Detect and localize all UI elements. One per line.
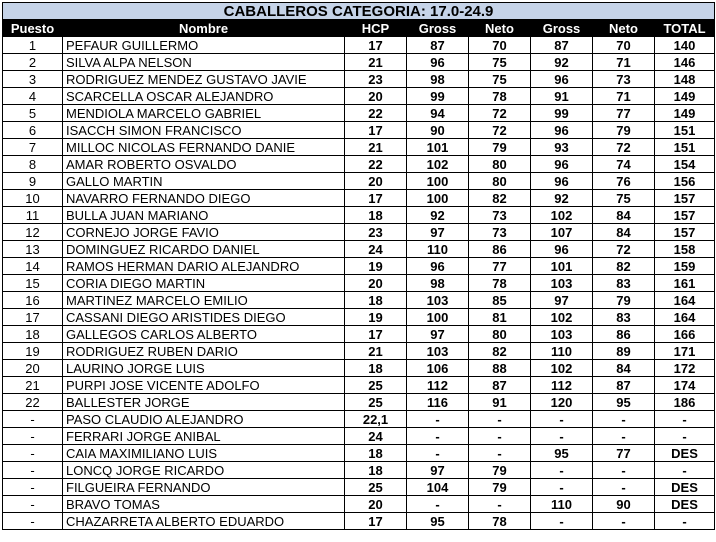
table-row (3, 37, 715, 54)
table-row (3, 496, 715, 513)
table-row (3, 190, 715, 207)
neto-1-cell: - (469, 428, 531, 445)
table-row (3, 360, 715, 377)
gross-2-cell: 95 (531, 445, 593, 462)
hcp-cell: 22,1 (345, 411, 407, 428)
table-row (3, 309, 715, 326)
position-cell: 15 (3, 275, 63, 292)
total-cell: 157 (655, 224, 715, 241)
table-row (3, 258, 715, 275)
gross-1-cell: 98 (407, 275, 469, 292)
position-cell: 4 (3, 88, 63, 105)
gross-1-cell: 96 (407, 258, 469, 275)
position-cell: 11 (3, 207, 63, 224)
hcp-cell: 18 (345, 207, 407, 224)
column-header-neto-2: Neto (593, 20, 655, 37)
name-cell: LAURINO JORGE LUIS (63, 360, 345, 377)
total-cell: 148 (655, 71, 715, 88)
name-cell: RAMOS HERMAN DARIO ALEJANDRO (63, 258, 345, 275)
table-row (3, 54, 715, 71)
name-cell: CORNEJO JORGE FAVIO (63, 224, 345, 241)
gross-1-cell: 95 (407, 513, 469, 530)
neto-2-cell: 83 (593, 309, 655, 326)
total-cell: 164 (655, 309, 715, 326)
column-header-gross-2: Gross (531, 20, 593, 37)
position-cell: 22 (3, 394, 63, 411)
total-cell: - (655, 462, 715, 479)
total-cell: 164 (655, 292, 715, 309)
position-cell: - (3, 513, 63, 530)
total-cell: 151 (655, 139, 715, 156)
position-cell: 13 (3, 241, 63, 258)
gross-2-cell: 87 (531, 37, 593, 54)
gross-1-cell: 100 (407, 190, 469, 207)
total-cell: 172 (655, 360, 715, 377)
neto-2-cell: - (593, 513, 655, 530)
gross-1-cell: 116 (407, 394, 469, 411)
gross-1-cell: 103 (407, 343, 469, 360)
neto-2-cell: 84 (593, 360, 655, 377)
name-cell: BRAVO TOMAS (63, 496, 345, 513)
gross-2-cell: 96 (531, 241, 593, 258)
neto-1-cell: 82 (469, 190, 531, 207)
gross-2-cell: 99 (531, 105, 593, 122)
neto-2-cell: 72 (593, 139, 655, 156)
hcp-cell: 22 (345, 156, 407, 173)
neto-2-cell: 86 (593, 326, 655, 343)
neto-2-cell: 77 (593, 105, 655, 122)
gross-1-cell: 87 (407, 37, 469, 54)
column-header-nombre: Nombre (63, 20, 345, 37)
neto-1-cell: 73 (469, 224, 531, 241)
gross-1-cell: 100 (407, 309, 469, 326)
gross-1-cell: 99 (407, 88, 469, 105)
gross-2-cell: 107 (531, 224, 593, 241)
gross-2-cell: 96 (531, 156, 593, 173)
table-row (3, 394, 715, 411)
column-header-total: TOTAL (655, 20, 715, 37)
neto-2-cell: - (593, 411, 655, 428)
table-row (3, 173, 715, 190)
table-row (3, 241, 715, 258)
gross-1-cell: 101 (407, 139, 469, 156)
hcp-cell: 20 (345, 173, 407, 190)
total-cell: 151 (655, 122, 715, 139)
position-cell: - (3, 428, 63, 445)
position-cell: 18 (3, 326, 63, 343)
gross-2-cell: 101 (531, 258, 593, 275)
gross-2-cell: - (531, 479, 593, 496)
name-cell: SILVA ALPA NELSON (63, 54, 345, 71)
position-cell: - (3, 445, 63, 462)
neto-2-cell: 77 (593, 445, 655, 462)
position-cell: - (3, 411, 63, 428)
neto-2-cell: - (593, 479, 655, 496)
neto-1-cell: 85 (469, 292, 531, 309)
gross-1-cell: 97 (407, 326, 469, 343)
table-title: CABALLEROS CATEGORIA: 17.0-24.9 (3, 3, 715, 20)
gross-2-cell: 91 (531, 88, 593, 105)
table-row (3, 326, 715, 343)
gross-2-cell: 93 (531, 139, 593, 156)
neto-2-cell: 75 (593, 190, 655, 207)
name-cell: DOMINGUEZ RICARDO DANIEL (63, 241, 345, 258)
gross-2-cell: 103 (531, 326, 593, 343)
name-cell: GALLEGOS CARLOS ALBERTO (63, 326, 345, 343)
table-row (3, 479, 715, 496)
neto-2-cell: 76 (593, 173, 655, 190)
gross-1-cell: - (407, 445, 469, 462)
gross-2-cell: 103 (531, 275, 593, 292)
total-cell: 149 (655, 105, 715, 122)
neto-1-cell: 80 (469, 326, 531, 343)
gross-2-cell: - (531, 428, 593, 445)
neto-2-cell: 79 (593, 292, 655, 309)
hcp-cell: 20 (345, 275, 407, 292)
gross-1-cell: 106 (407, 360, 469, 377)
name-cell: BALLESTER JORGE (63, 394, 345, 411)
column-header-neto-1: Neto (469, 20, 531, 37)
position-cell: 10 (3, 190, 63, 207)
neto-2-cell: 90 (593, 496, 655, 513)
total-cell: 154 (655, 156, 715, 173)
table-row (3, 292, 715, 309)
hcp-cell: 19 (345, 309, 407, 326)
neto-1-cell: 80 (469, 156, 531, 173)
position-cell: - (3, 462, 63, 479)
gross-1-cell: - (407, 411, 469, 428)
gross-2-cell: 102 (531, 309, 593, 326)
gross-2-cell: 110 (531, 496, 593, 513)
name-cell: NAVARRO FERNANDO DIEGO (63, 190, 345, 207)
neto-1-cell: - (469, 496, 531, 513)
hcp-cell: 18 (345, 445, 407, 462)
neto-1-cell: 72 (469, 105, 531, 122)
table-row (3, 88, 715, 105)
position-cell: 16 (3, 292, 63, 309)
name-cell: MARTINEZ MARCELO EMILIO (63, 292, 345, 309)
name-cell: CHAZARRETA ALBERTO EDUARDO (63, 513, 345, 530)
header-row (3, 20, 715, 37)
hcp-cell: 24 (345, 428, 407, 445)
name-cell: LONCQ JORGE RICARDO (63, 462, 345, 479)
name-cell: ISACCH SIMON FRANCISCO (63, 122, 345, 139)
name-cell: CORIA DIEGO MARTIN (63, 275, 345, 292)
hcp-cell: 25 (345, 479, 407, 496)
neto-2-cell: 71 (593, 88, 655, 105)
neto-1-cell: 91 (469, 394, 531, 411)
gross-1-cell: 100 (407, 173, 469, 190)
position-cell: 8 (3, 156, 63, 173)
neto-1-cell: 77 (469, 258, 531, 275)
neto-1-cell: 87 (469, 377, 531, 394)
position-cell: 19 (3, 343, 63, 360)
results-table (2, 2, 715, 530)
name-cell: RODRIGUEZ MENDEZ GUSTAVO JAVIE (63, 71, 345, 88)
neto-2-cell: 71 (593, 54, 655, 71)
position-cell: 12 (3, 224, 63, 241)
gross-1-cell: 90 (407, 122, 469, 139)
table-row (3, 343, 715, 360)
gross-2-cell: 110 (531, 343, 593, 360)
neto-1-cell: 75 (469, 54, 531, 71)
total-cell: 171 (655, 343, 715, 360)
gross-1-cell: 103 (407, 292, 469, 309)
neto-1-cell: 72 (469, 122, 531, 139)
table-row (3, 275, 715, 292)
total-cell: 140 (655, 37, 715, 54)
neto-1-cell: 78 (469, 513, 531, 530)
column-header-gross-1: Gross (407, 20, 469, 37)
table-row (3, 139, 715, 156)
gross-2-cell: 102 (531, 360, 593, 377)
neto-1-cell: 80 (469, 173, 531, 190)
name-cell: CAIA MAXIMILIANO LUIS (63, 445, 345, 462)
table-row (3, 105, 715, 122)
neto-1-cell: 70 (469, 37, 531, 54)
neto-1-cell: 73 (469, 207, 531, 224)
table-row (3, 462, 715, 479)
neto-1-cell: 75 (469, 71, 531, 88)
name-cell: PEFAUR GUILLERMO (63, 37, 345, 54)
hcp-cell: 20 (345, 88, 407, 105)
hcp-cell: 25 (345, 394, 407, 411)
neto-2-cell: 84 (593, 207, 655, 224)
neto-1-cell: - (469, 445, 531, 462)
name-cell: RODRIGUEZ RUBEN DARIO (63, 343, 345, 360)
neto-2-cell: 72 (593, 241, 655, 258)
neto-2-cell: - (593, 462, 655, 479)
total-cell: - (655, 411, 715, 428)
position-cell: - (3, 479, 63, 496)
gross-1-cell: - (407, 428, 469, 445)
neto-1-cell: 88 (469, 360, 531, 377)
position-cell: 5 (3, 105, 63, 122)
total-cell: DES (655, 445, 715, 462)
neto-1-cell: 86 (469, 241, 531, 258)
hcp-cell: 18 (345, 292, 407, 309)
total-cell: 186 (655, 394, 715, 411)
neto-2-cell: 73 (593, 71, 655, 88)
total-cell: 161 (655, 275, 715, 292)
neto-1-cell: 79 (469, 462, 531, 479)
total-cell: 158 (655, 241, 715, 258)
hcp-cell: 19 (345, 258, 407, 275)
gross-1-cell: 96 (407, 54, 469, 71)
position-cell: 21 (3, 377, 63, 394)
neto-2-cell: 95 (593, 394, 655, 411)
name-cell: MILLOC NICOLAS FERNANDO DANIE (63, 139, 345, 156)
hcp-cell: 18 (345, 462, 407, 479)
hcp-cell: 18 (345, 360, 407, 377)
hcp-cell: 21 (345, 54, 407, 71)
gross-2-cell: 112 (531, 377, 593, 394)
table-row (3, 71, 715, 88)
total-cell: DES (655, 496, 715, 513)
position-cell: 14 (3, 258, 63, 275)
gross-2-cell: - (531, 411, 593, 428)
gross-2-cell: - (531, 513, 593, 530)
neto-2-cell: 70 (593, 37, 655, 54)
table-row (3, 377, 715, 394)
position-cell: 17 (3, 309, 63, 326)
gross-1-cell: 97 (407, 224, 469, 241)
table-row (3, 156, 715, 173)
neto-1-cell: 81 (469, 309, 531, 326)
neto-1-cell: 82 (469, 343, 531, 360)
gross-1-cell: 94 (407, 105, 469, 122)
gross-1-cell: 92 (407, 207, 469, 224)
gross-2-cell: 102 (531, 207, 593, 224)
gross-2-cell: 97 (531, 292, 593, 309)
name-cell: FERRARI JORGE ANIBAL (63, 428, 345, 445)
hcp-cell: 24 (345, 241, 407, 258)
neto-1-cell: 79 (469, 479, 531, 496)
name-cell: PURPI JOSE VICENTE ADOLFO (63, 377, 345, 394)
gross-1-cell: - (407, 496, 469, 513)
hcp-cell: 17 (345, 122, 407, 139)
position-cell: 7 (3, 139, 63, 156)
total-cell: 159 (655, 258, 715, 275)
gross-2-cell: 92 (531, 190, 593, 207)
neto-2-cell: 82 (593, 258, 655, 275)
column-header-hcp: HCP (345, 20, 407, 37)
total-cell: - (655, 513, 715, 530)
gross-1-cell: 102 (407, 156, 469, 173)
name-cell: AMAR ROBERTO OSVALDO (63, 156, 345, 173)
total-cell: 174 (655, 377, 715, 394)
total-cell: 166 (655, 326, 715, 343)
neto-2-cell: 84 (593, 224, 655, 241)
gross-2-cell: 120 (531, 394, 593, 411)
neto-2-cell: 83 (593, 275, 655, 292)
neto-2-cell: 89 (593, 343, 655, 360)
table-row (3, 411, 715, 428)
name-cell: SCARCELLA OSCAR ALEJANDRO (63, 88, 345, 105)
total-cell: 157 (655, 207, 715, 224)
gross-1-cell: 110 (407, 241, 469, 258)
position-cell: - (3, 496, 63, 513)
table-row (3, 122, 715, 139)
neto-2-cell: 79 (593, 122, 655, 139)
hcp-cell: 21 (345, 343, 407, 360)
table-row (3, 445, 715, 462)
table-row (3, 428, 715, 445)
table-row (3, 224, 715, 241)
hcp-cell: 23 (345, 224, 407, 241)
gross-2-cell: 96 (531, 173, 593, 190)
position-cell: 1 (3, 37, 63, 54)
total-cell: 157 (655, 190, 715, 207)
neto-2-cell: 74 (593, 156, 655, 173)
total-cell: 146 (655, 54, 715, 71)
gross-2-cell: 92 (531, 54, 593, 71)
hcp-cell: 22 (345, 105, 407, 122)
gross-2-cell: - (531, 462, 593, 479)
position-cell: 9 (3, 173, 63, 190)
total-cell: DES (655, 479, 715, 496)
position-cell: 2 (3, 54, 63, 71)
neto-2-cell: 87 (593, 377, 655, 394)
hcp-cell: 17 (345, 326, 407, 343)
table-row (3, 513, 715, 530)
hcp-cell: 17 (345, 37, 407, 54)
gross-1-cell: 112 (407, 377, 469, 394)
neto-1-cell: - (469, 411, 531, 428)
neto-2-cell: - (593, 428, 655, 445)
hcp-cell: 20 (345, 496, 407, 513)
name-cell: GALLO MARTIN (63, 173, 345, 190)
position-cell: 20 (3, 360, 63, 377)
hcp-cell: 17 (345, 513, 407, 530)
gross-2-cell: 96 (531, 122, 593, 139)
hcp-cell: 25 (345, 377, 407, 394)
table-row (3, 207, 715, 224)
hcp-cell: 23 (345, 71, 407, 88)
gross-2-cell: 96 (531, 71, 593, 88)
name-cell: FILGUEIRA FERNANDO (63, 479, 345, 496)
total-cell: 156 (655, 173, 715, 190)
neto-1-cell: 78 (469, 275, 531, 292)
name-cell: PASO CLAUDIO ALEJANDRO (63, 411, 345, 428)
position-cell: 3 (3, 71, 63, 88)
hcp-cell: 17 (345, 190, 407, 207)
total-cell: 149 (655, 88, 715, 105)
total-cell: - (655, 428, 715, 445)
hcp-cell: 21 (345, 139, 407, 156)
neto-1-cell: 78 (469, 88, 531, 105)
name-cell: MENDIOLA MARCELO GABRIEL (63, 105, 345, 122)
gross-1-cell: 98 (407, 71, 469, 88)
name-cell: CASSANI DIEGO ARISTIDES DIEGO (63, 309, 345, 326)
column-header-puesto: Puesto (3, 20, 63, 37)
name-cell: BULLA JUAN MARIANO (63, 207, 345, 224)
gross-1-cell: 104 (407, 479, 469, 496)
position-cell: 6 (3, 122, 63, 139)
gross-1-cell: 97 (407, 462, 469, 479)
neto-1-cell: 79 (469, 139, 531, 156)
